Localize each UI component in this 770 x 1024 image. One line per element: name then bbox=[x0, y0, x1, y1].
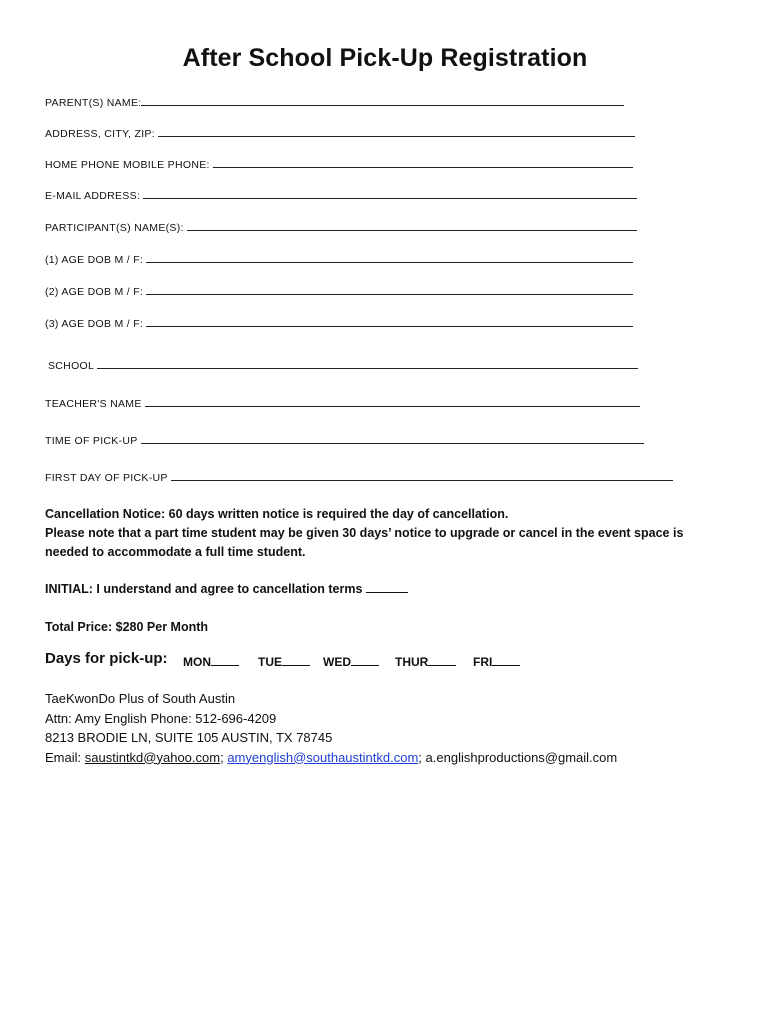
initial-label: INITIAL: I understand and agree to cancellation terms bbox=[45, 582, 363, 596]
participants-field[interactable] bbox=[45, 220, 637, 234]
email-link-yahoo[interactable]: saustintkd@yahoo.com bbox=[84, 749, 221, 765]
email-separator: ; bbox=[418, 749, 422, 765]
teacher-line[interactable] bbox=[145, 396, 640, 407]
initial-row[interactable] bbox=[45, 580, 685, 599]
first-day-line[interactable] bbox=[171, 470, 673, 481]
time-pickup-line[interactable] bbox=[141, 433, 644, 444]
day-fri[interactable] bbox=[473, 654, 520, 669]
email-link-southaustintkd[interactable]: amyenglish@southaustintkd.com bbox=[227, 749, 419, 765]
days-for-pickup bbox=[45, 650, 493, 669]
participant-2-field[interactable] bbox=[45, 284, 633, 298]
day-wed-blank[interactable] bbox=[351, 654, 379, 666]
participant-1-label: (1) AGE DOB M / F: bbox=[45, 254, 144, 266]
phone-line[interactable] bbox=[213, 157, 633, 168]
part-time-notice: Please note that a part time student may be given 30 days’ notice to upgrade or cancel in the event space is needed to accommodate a full time student. bbox=[45, 526, 684, 559]
email-field[interactable] bbox=[45, 188, 637, 202]
participants-line[interactable] bbox=[187, 220, 637, 231]
day-fri-label: FRI bbox=[473, 655, 493, 669]
phone-label: HOME PHONE MOBILE PHONE: bbox=[45, 159, 210, 171]
time-pickup-label: TIME OF PICK-UP bbox=[45, 435, 138, 447]
parents-name-label: PARENT(S) NAME: bbox=[45, 97, 142, 109]
participant-2-label: (2) AGE DOB M / F: bbox=[45, 286, 144, 298]
school-line[interactable] bbox=[97, 358, 638, 369]
time-pickup-field[interactable] bbox=[45, 433, 644, 447]
participant-1-line[interactable] bbox=[146, 252, 633, 263]
school-field[interactable] bbox=[48, 358, 638, 372]
cancellation-notice bbox=[45, 505, 685, 562]
participant-3-label: (3) AGE DOB M / F: bbox=[45, 318, 144, 330]
day-fri-blank[interactable] bbox=[492, 654, 520, 666]
participant-3-field[interactable] bbox=[45, 316, 633, 330]
email-label: E-MAIL ADDRESS: bbox=[45, 190, 141, 202]
email-text-gmail: a.englishproductions@gmail.com bbox=[425, 749, 618, 765]
participant-2-line[interactable] bbox=[146, 284, 633, 295]
days-label: Days for pick-up: bbox=[45, 650, 168, 667]
contact-attn: Attn: Amy English Phone: 512-696-4209 bbox=[45, 710, 277, 726]
phone-field[interactable] bbox=[45, 157, 633, 171]
day-thur-blank[interactable] bbox=[428, 654, 456, 666]
day-tue[interactable] bbox=[258, 654, 310, 669]
day-mon-label: MON bbox=[183, 655, 211, 669]
day-thur[interactable] bbox=[395, 654, 456, 669]
initial-blank[interactable] bbox=[366, 580, 408, 593]
address-label: ADDRESS, CITY, ZIP: bbox=[45, 128, 155, 140]
parents-name-line[interactable] bbox=[141, 95, 624, 106]
email-line[interactable] bbox=[143, 188, 637, 199]
teacher-label: TEACHER'S NAME bbox=[45, 398, 142, 410]
email-separator: ; bbox=[220, 749, 224, 765]
address-field[interactable] bbox=[45, 126, 635, 140]
first-day-label: FIRST DAY OF PICK-UP bbox=[45, 472, 168, 484]
day-wed-label: WED bbox=[323, 655, 351, 669]
total-price: Total Price: $280 Per Month bbox=[45, 620, 209, 634]
parents-name-field[interactable] bbox=[45, 95, 624, 109]
day-tue-blank[interactable] bbox=[282, 654, 310, 666]
first-day-field[interactable] bbox=[45, 470, 673, 484]
participant-3-line[interactable] bbox=[146, 316, 633, 327]
day-thur-label: THUR bbox=[395, 655, 429, 669]
teacher-field[interactable] bbox=[45, 396, 640, 410]
contact-emails bbox=[45, 748, 617, 768]
email-label-text: Email: bbox=[45, 749, 82, 765]
page-title: After School Pick-Up Registration bbox=[182, 44, 588, 72]
business-name: TaeKwonDo Plus of South Austin bbox=[45, 691, 236, 706]
contact-block bbox=[45, 689, 617, 767]
contact-address: 8213 BRODIE LN, SUITE 105 AUSTIN, TX 78745 bbox=[45, 730, 333, 745]
day-mon-blank[interactable] bbox=[211, 654, 239, 666]
day-wed[interactable] bbox=[323, 654, 379, 669]
address-line[interactable] bbox=[158, 126, 635, 137]
day-tue-label: TUE bbox=[258, 655, 282, 669]
cancellation-notice-line: Cancellation Notice: 60 days written notice is required the day of cancellation. bbox=[45, 507, 509, 521]
participant-1-field[interactable] bbox=[45, 252, 633, 266]
school-label: SCHOOL bbox=[48, 360, 94, 372]
day-mon[interactable] bbox=[183, 654, 239, 669]
participants-label: PARTICIPANT(S) NAME(S): bbox=[45, 222, 184, 234]
